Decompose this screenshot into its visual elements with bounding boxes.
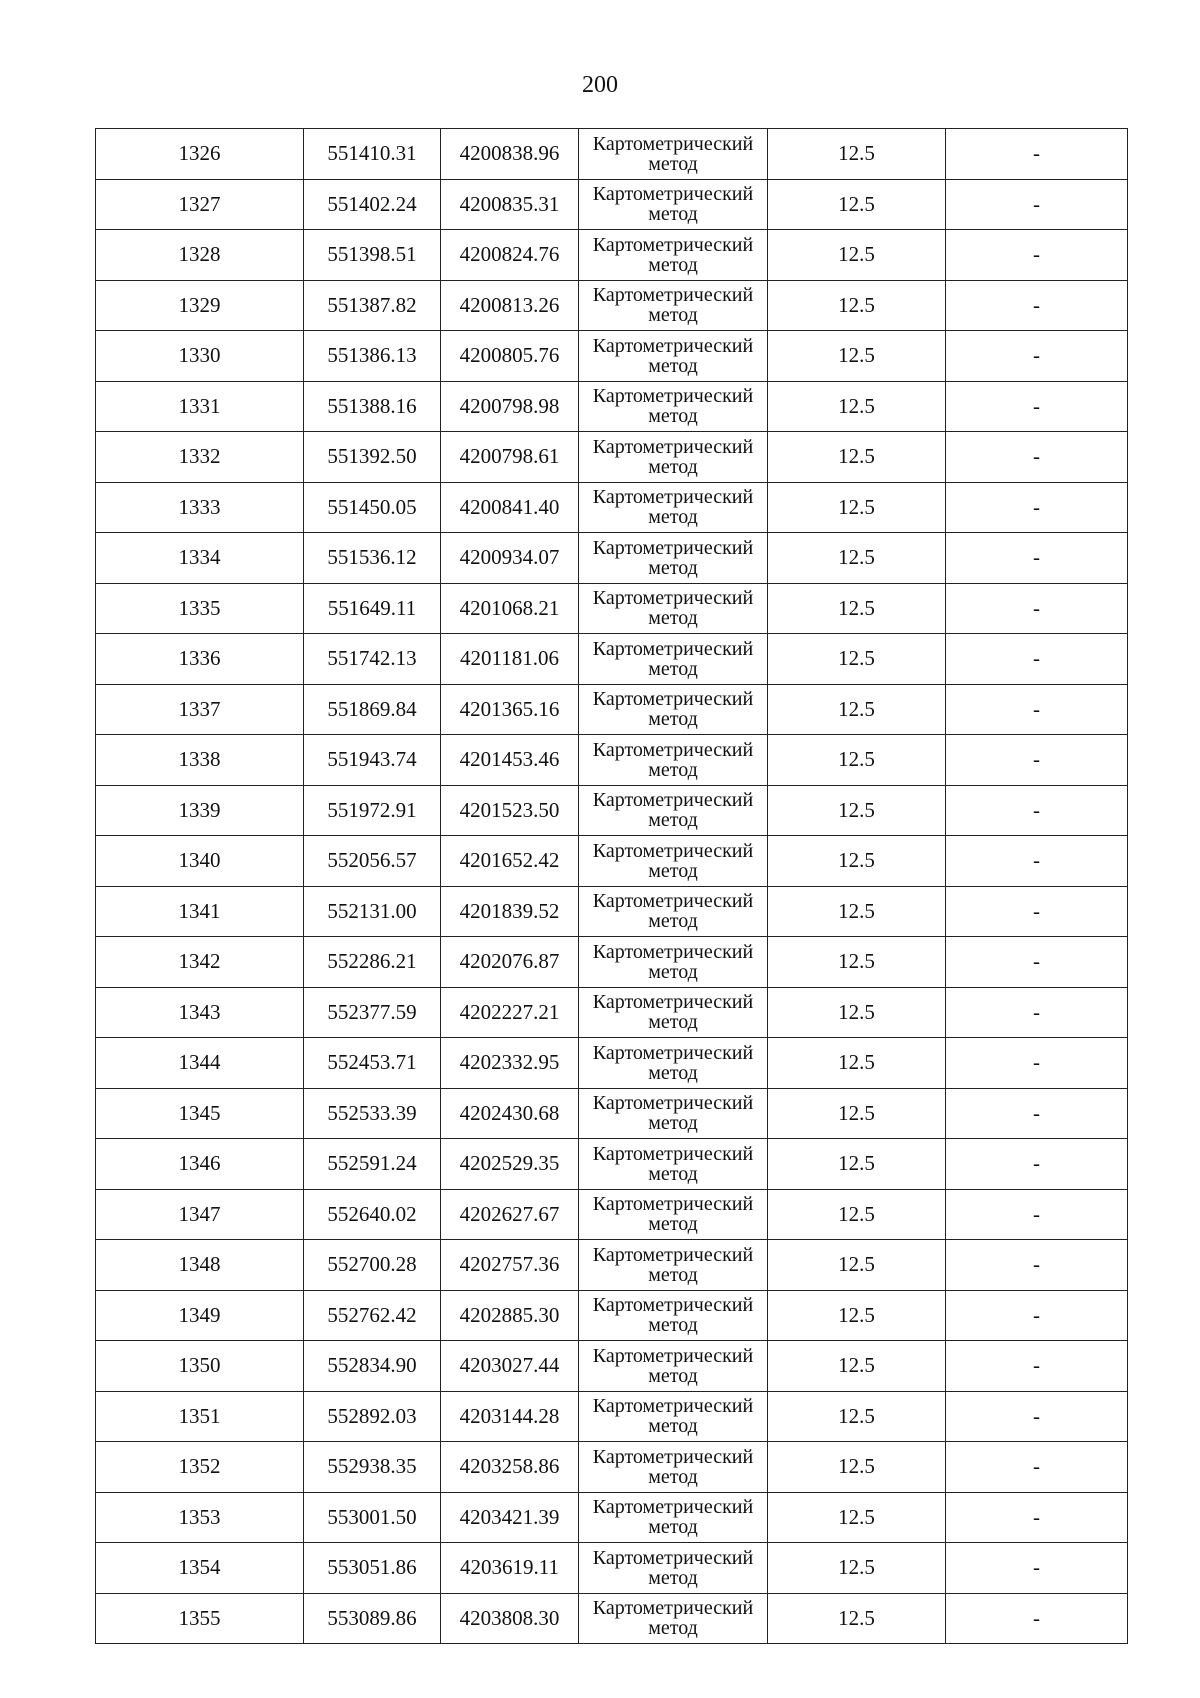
table-row (96, 1391, 1128, 1442)
x-coordinate-cell: 552533.39 (304, 1088, 441, 1139)
method-line-2: метод (648, 910, 698, 933)
table-row (96, 987, 1128, 1038)
method-line-2: метод (648, 809, 698, 832)
method-line-2: метод (648, 455, 698, 478)
method-cell (579, 129, 768, 180)
method-line-2: метод (648, 607, 698, 630)
table-row (96, 583, 1128, 634)
y-coordinate-cell: 4200805.76 (441, 331, 579, 382)
method-line-1: Картометрический (592, 385, 754, 408)
precision-cell: 12.5 (768, 1492, 946, 1543)
x-coordinate-cell: 552286.21 (304, 937, 441, 988)
point-number-cell: 1327 (96, 179, 304, 230)
method-line-1: Картометрический (592, 334, 754, 357)
method-line-2: метод (648, 253, 698, 276)
x-coordinate-cell: 553089.86 (304, 1593, 441, 1644)
table-row (96, 432, 1128, 483)
note-cell: - (946, 381, 1128, 432)
table-row (96, 634, 1128, 685)
y-coordinate-cell: 4200841.40 (441, 482, 579, 533)
point-number-cell: 1350 (96, 1341, 304, 1392)
precision-cell: 12.5 (768, 230, 946, 281)
method-line-1: Картометрический (592, 1445, 754, 1468)
precision-cell: 12.5 (768, 129, 946, 180)
y-coordinate-cell: 4201181.06 (441, 634, 579, 685)
point-number-cell: 1354 (96, 1543, 304, 1594)
table-row (96, 1593, 1128, 1644)
method-line-2: метод (648, 354, 698, 377)
method-cell (579, 684, 768, 735)
point-number-cell: 1342 (96, 937, 304, 988)
precision-cell: 12.5 (768, 280, 946, 331)
method-cell (579, 937, 768, 988)
table-row (96, 381, 1128, 432)
x-coordinate-cell: 552834.90 (304, 1341, 441, 1392)
precision-cell: 12.5 (768, 583, 946, 634)
point-number-cell: 1340 (96, 836, 304, 887)
method-cell (579, 1492, 768, 1543)
method-line-1: Картометрический (592, 1496, 754, 1519)
method-cell (579, 1088, 768, 1139)
note-cell: - (946, 937, 1128, 988)
method-line-2: метод (648, 1465, 698, 1488)
y-coordinate-cell: 4201839.52 (441, 886, 579, 937)
note-cell: - (946, 1189, 1128, 1240)
precision-cell: 12.5 (768, 735, 946, 786)
method-line-1: Картометрический (592, 1092, 754, 1115)
method-line-1: Картометрический (592, 688, 754, 711)
note-cell: - (946, 1543, 1128, 1594)
method-cell (579, 1038, 768, 1089)
table-row (96, 533, 1128, 584)
precision-cell: 12.5 (768, 482, 946, 533)
y-coordinate-cell: 4202529.35 (441, 1139, 579, 1190)
precision-cell: 12.5 (768, 1391, 946, 1442)
table-row (96, 1139, 1128, 1190)
method-line-2: метод (648, 304, 698, 327)
table-row (96, 1442, 1128, 1493)
table-row (96, 836, 1128, 887)
precision-cell: 12.5 (768, 179, 946, 230)
method-line-1: Картометрический (592, 486, 754, 509)
point-number-cell: 1347 (96, 1189, 304, 1240)
table-row (96, 735, 1128, 786)
note-cell: - (946, 1391, 1128, 1442)
precision-cell: 12.5 (768, 785, 946, 836)
x-coordinate-cell: 551386.13 (304, 331, 441, 382)
y-coordinate-cell: 4200934.07 (441, 533, 579, 584)
y-coordinate-cell: 4201453.46 (441, 735, 579, 786)
table-row (96, 179, 1128, 230)
point-number-cell: 1351 (96, 1391, 304, 1442)
y-coordinate-cell: 4203258.86 (441, 1442, 579, 1493)
y-coordinate-cell: 4203027.44 (441, 1341, 579, 1392)
note-cell: - (946, 230, 1128, 281)
method-cell (579, 331, 768, 382)
precision-cell: 12.5 (768, 1593, 946, 1644)
method-line-2: метод (648, 1617, 698, 1640)
point-number-cell: 1329 (96, 280, 304, 331)
x-coordinate-cell: 552700.28 (304, 1240, 441, 1291)
note-cell: - (946, 1341, 1128, 1392)
precision-cell: 12.5 (768, 987, 946, 1038)
point-number-cell: 1349 (96, 1290, 304, 1341)
note-cell: - (946, 735, 1128, 786)
point-number-cell: 1348 (96, 1240, 304, 1291)
y-coordinate-cell: 4200813.26 (441, 280, 579, 331)
precision-cell: 12.5 (768, 937, 946, 988)
note-cell: - (946, 1139, 1128, 1190)
method-line-2: метод (648, 960, 698, 983)
method-cell (579, 230, 768, 281)
method-cell (579, 1593, 768, 1644)
note-cell: - (946, 1290, 1128, 1341)
point-number-cell: 1330 (96, 331, 304, 382)
point-number-cell: 1338 (96, 735, 304, 786)
method-line-2: метод (648, 556, 698, 579)
method-cell (579, 482, 768, 533)
x-coordinate-cell: 551943.74 (304, 735, 441, 786)
method-line-2: метод (648, 1516, 698, 1539)
method-line-1: Картометрический (592, 940, 754, 963)
method-cell (579, 1442, 768, 1493)
precision-cell: 12.5 (768, 381, 946, 432)
x-coordinate-cell: 551410.31 (304, 129, 441, 180)
method-line-2: метод (648, 1112, 698, 1135)
y-coordinate-cell: 4201068.21 (441, 583, 579, 634)
table-row (96, 684, 1128, 735)
note-cell: - (946, 1442, 1128, 1493)
y-coordinate-cell: 4202332.95 (441, 1038, 579, 1089)
method-line-1: Картометрический (592, 637, 754, 660)
x-coordinate-cell: 552453.71 (304, 1038, 441, 1089)
table-body (96, 129, 1128, 1644)
method-line-1: Картометрический (592, 1395, 754, 1418)
x-coordinate-cell: 551392.50 (304, 432, 441, 483)
method-cell (579, 1543, 768, 1594)
x-coordinate-cell: 553051.86 (304, 1543, 441, 1594)
note-cell: - (946, 684, 1128, 735)
method-cell (579, 533, 768, 584)
table-row (96, 1088, 1128, 1139)
method-line-1: Картометрический (592, 284, 754, 307)
y-coordinate-cell: 4201365.16 (441, 684, 579, 735)
table-row (96, 1290, 1128, 1341)
y-coordinate-cell: 4202430.68 (441, 1088, 579, 1139)
method-line-2: метод (648, 405, 698, 428)
note-cell: - (946, 1088, 1128, 1139)
precision-cell: 12.5 (768, 1189, 946, 1240)
table-row (96, 785, 1128, 836)
method-line-1: Картометрический (592, 1597, 754, 1620)
note-cell: - (946, 836, 1128, 887)
y-coordinate-cell: 4202757.36 (441, 1240, 579, 1291)
table-row (96, 1189, 1128, 1240)
y-coordinate-cell: 4201523.50 (441, 785, 579, 836)
precision-cell: 12.5 (768, 1442, 946, 1493)
x-coordinate-cell: 551536.12 (304, 533, 441, 584)
x-coordinate-cell: 551450.05 (304, 482, 441, 533)
note-cell: - (946, 886, 1128, 937)
note-cell: - (946, 129, 1128, 180)
method-cell (579, 280, 768, 331)
method-cell (579, 634, 768, 685)
y-coordinate-cell: 4203619.11 (441, 1543, 579, 1594)
point-number-cell: 1341 (96, 886, 304, 937)
method-line-2: метод (648, 1162, 698, 1185)
method-line-1: Картометрический (592, 1193, 754, 1216)
note-cell: - (946, 1038, 1128, 1089)
precision-cell: 12.5 (768, 836, 946, 887)
y-coordinate-cell: 4201652.42 (441, 836, 579, 887)
x-coordinate-cell: 551972.91 (304, 785, 441, 836)
table-row (96, 1038, 1128, 1089)
precision-cell: 12.5 (768, 1290, 946, 1341)
point-number-cell: 1334 (96, 533, 304, 584)
precision-cell: 12.5 (768, 1341, 946, 1392)
method-line-2: метод (648, 1011, 698, 1034)
y-coordinate-cell: 4202076.87 (441, 937, 579, 988)
table-row (96, 1341, 1128, 1392)
method-line-1: Картометрический (592, 1041, 754, 1064)
note-cell: - (946, 785, 1128, 836)
point-number-cell: 1352 (96, 1442, 304, 1493)
point-number-cell: 1345 (96, 1088, 304, 1139)
y-coordinate-cell: 4200798.61 (441, 432, 579, 483)
y-coordinate-cell: 4202885.30 (441, 1290, 579, 1341)
method-cell (579, 1290, 768, 1341)
method-line-1: Картометрический (592, 1142, 754, 1165)
point-number-cell: 1328 (96, 230, 304, 281)
method-line-2: метод (648, 506, 698, 529)
method-line-1: Картометрический (592, 183, 754, 206)
x-coordinate-cell: 551398.51 (304, 230, 441, 281)
precision-cell: 12.5 (768, 1139, 946, 1190)
table-row (96, 937, 1128, 988)
precision-cell: 12.5 (768, 634, 946, 685)
y-coordinate-cell: 4203421.39 (441, 1492, 579, 1543)
y-coordinate-cell: 4200798.98 (441, 381, 579, 432)
method-line-1: Картометрический (592, 991, 754, 1014)
point-number-cell: 1353 (96, 1492, 304, 1543)
table-row (96, 331, 1128, 382)
precision-cell: 12.5 (768, 432, 946, 483)
note-cell: - (946, 331, 1128, 382)
method-cell (579, 886, 768, 937)
precision-cell: 12.5 (768, 533, 946, 584)
x-coordinate-cell: 552762.42 (304, 1290, 441, 1341)
point-number-cell: 1332 (96, 432, 304, 483)
method-line-2: метод (648, 708, 698, 731)
method-line-1: Картометрический (592, 132, 754, 155)
precision-cell: 12.5 (768, 684, 946, 735)
method-line-2: метод (648, 1364, 698, 1387)
x-coordinate-cell: 551742.13 (304, 634, 441, 685)
point-number-cell: 1326 (96, 129, 304, 180)
x-coordinate-cell: 553001.50 (304, 1492, 441, 1543)
x-coordinate-cell: 552640.02 (304, 1189, 441, 1240)
method-line-1: Картометрический (592, 233, 754, 256)
point-number-cell: 1333 (96, 482, 304, 533)
method-line-2: метод (648, 1061, 698, 1084)
point-number-cell: 1336 (96, 634, 304, 685)
x-coordinate-cell: 552056.57 (304, 836, 441, 887)
point-number-cell: 1355 (96, 1593, 304, 1644)
method-line-2: метод (648, 1263, 698, 1286)
method-line-1: Картометрический (592, 1344, 754, 1367)
precision-cell: 12.5 (768, 886, 946, 937)
x-coordinate-cell: 551649.11 (304, 583, 441, 634)
method-line-1: Картометрический (592, 738, 754, 761)
method-cell (579, 432, 768, 483)
method-cell (579, 1189, 768, 1240)
x-coordinate-cell: 552591.24 (304, 1139, 441, 1190)
x-coordinate-cell: 551402.24 (304, 179, 441, 230)
precision-cell: 12.5 (768, 1240, 946, 1291)
note-cell: - (946, 482, 1128, 533)
note-cell: - (946, 583, 1128, 634)
x-coordinate-cell: 551388.16 (304, 381, 441, 432)
x-coordinate-cell: 552938.35 (304, 1442, 441, 1493)
method-line-1: Картометрический (592, 890, 754, 913)
method-line-1: Картометрический (592, 435, 754, 458)
note-cell: - (946, 1240, 1128, 1291)
x-coordinate-cell: 552377.59 (304, 987, 441, 1038)
precision-cell: 12.5 (768, 1088, 946, 1139)
method-cell (579, 1139, 768, 1190)
precision-cell: 12.5 (768, 1543, 946, 1594)
method-line-2: метод (648, 859, 698, 882)
table-row (96, 482, 1128, 533)
y-coordinate-cell: 4200835.31 (441, 179, 579, 230)
method-line-1: Картометрический (592, 1294, 754, 1317)
method-line-2: метод (648, 1415, 698, 1438)
point-number-cell: 1335 (96, 583, 304, 634)
precision-cell: 12.5 (768, 1038, 946, 1089)
method-line-1: Картометрический (592, 839, 754, 862)
method-line-1: Картометрический (592, 587, 754, 610)
y-coordinate-cell: 4203144.28 (441, 1391, 579, 1442)
method-cell (579, 179, 768, 230)
point-number-cell: 1337 (96, 684, 304, 735)
y-coordinate-cell: 4200824.76 (441, 230, 579, 281)
method-line-2: метод (648, 657, 698, 680)
method-line-2: метод (648, 203, 698, 226)
method-cell (579, 785, 768, 836)
table-row (96, 230, 1128, 281)
table-row (96, 1492, 1128, 1543)
point-number-cell: 1339 (96, 785, 304, 836)
x-coordinate-cell: 552892.03 (304, 1391, 441, 1442)
note-cell: - (946, 280, 1128, 331)
method-cell (579, 1341, 768, 1392)
precision-cell: 12.5 (768, 331, 946, 382)
method-cell (579, 1391, 768, 1442)
table-row (96, 886, 1128, 937)
method-cell (579, 381, 768, 432)
note-cell: - (946, 987, 1128, 1038)
method-line-2: метод (648, 1213, 698, 1236)
x-coordinate-cell: 552131.00 (304, 886, 441, 937)
point-number-cell: 1343 (96, 987, 304, 1038)
method-line-2: метод (648, 1314, 698, 1337)
method-cell (579, 583, 768, 634)
point-number-cell: 1346 (96, 1139, 304, 1190)
table-row (96, 129, 1128, 180)
y-coordinate-cell: 4202627.67 (441, 1189, 579, 1240)
y-coordinate-cell: 4200838.96 (441, 129, 579, 180)
y-coordinate-cell: 4202227.21 (441, 987, 579, 1038)
table-row (96, 1543, 1128, 1594)
method-line-2: метод (648, 1566, 698, 1589)
note-cell: - (946, 179, 1128, 230)
point-number-cell: 1344 (96, 1038, 304, 1089)
method-line-2: метод (648, 152, 698, 175)
x-coordinate-cell: 551869.84 (304, 684, 441, 735)
method-line-1: Картометрический (592, 536, 754, 559)
note-cell: - (946, 634, 1128, 685)
method-line-2: метод (648, 758, 698, 781)
method-line-1: Картометрический (592, 789, 754, 812)
method-cell (579, 735, 768, 786)
y-coordinate-cell: 4203808.30 (441, 1593, 579, 1644)
method-cell (579, 836, 768, 887)
note-cell: - (946, 1492, 1128, 1543)
method-cell (579, 1240, 768, 1291)
page-number: 200 (582, 72, 618, 98)
note-cell: - (946, 533, 1128, 584)
note-cell: - (946, 432, 1128, 483)
method-cell (579, 987, 768, 1038)
coordinates-table (95, 128, 1128, 1644)
point-number-cell: 1331 (96, 381, 304, 432)
method-line-1: Картометрический (592, 1243, 754, 1266)
table-row (96, 1240, 1128, 1291)
x-coordinate-cell: 551387.82 (304, 280, 441, 331)
method-line-1: Картометрический (592, 1546, 754, 1569)
note-cell: - (946, 1593, 1128, 1644)
table-row (96, 280, 1128, 331)
